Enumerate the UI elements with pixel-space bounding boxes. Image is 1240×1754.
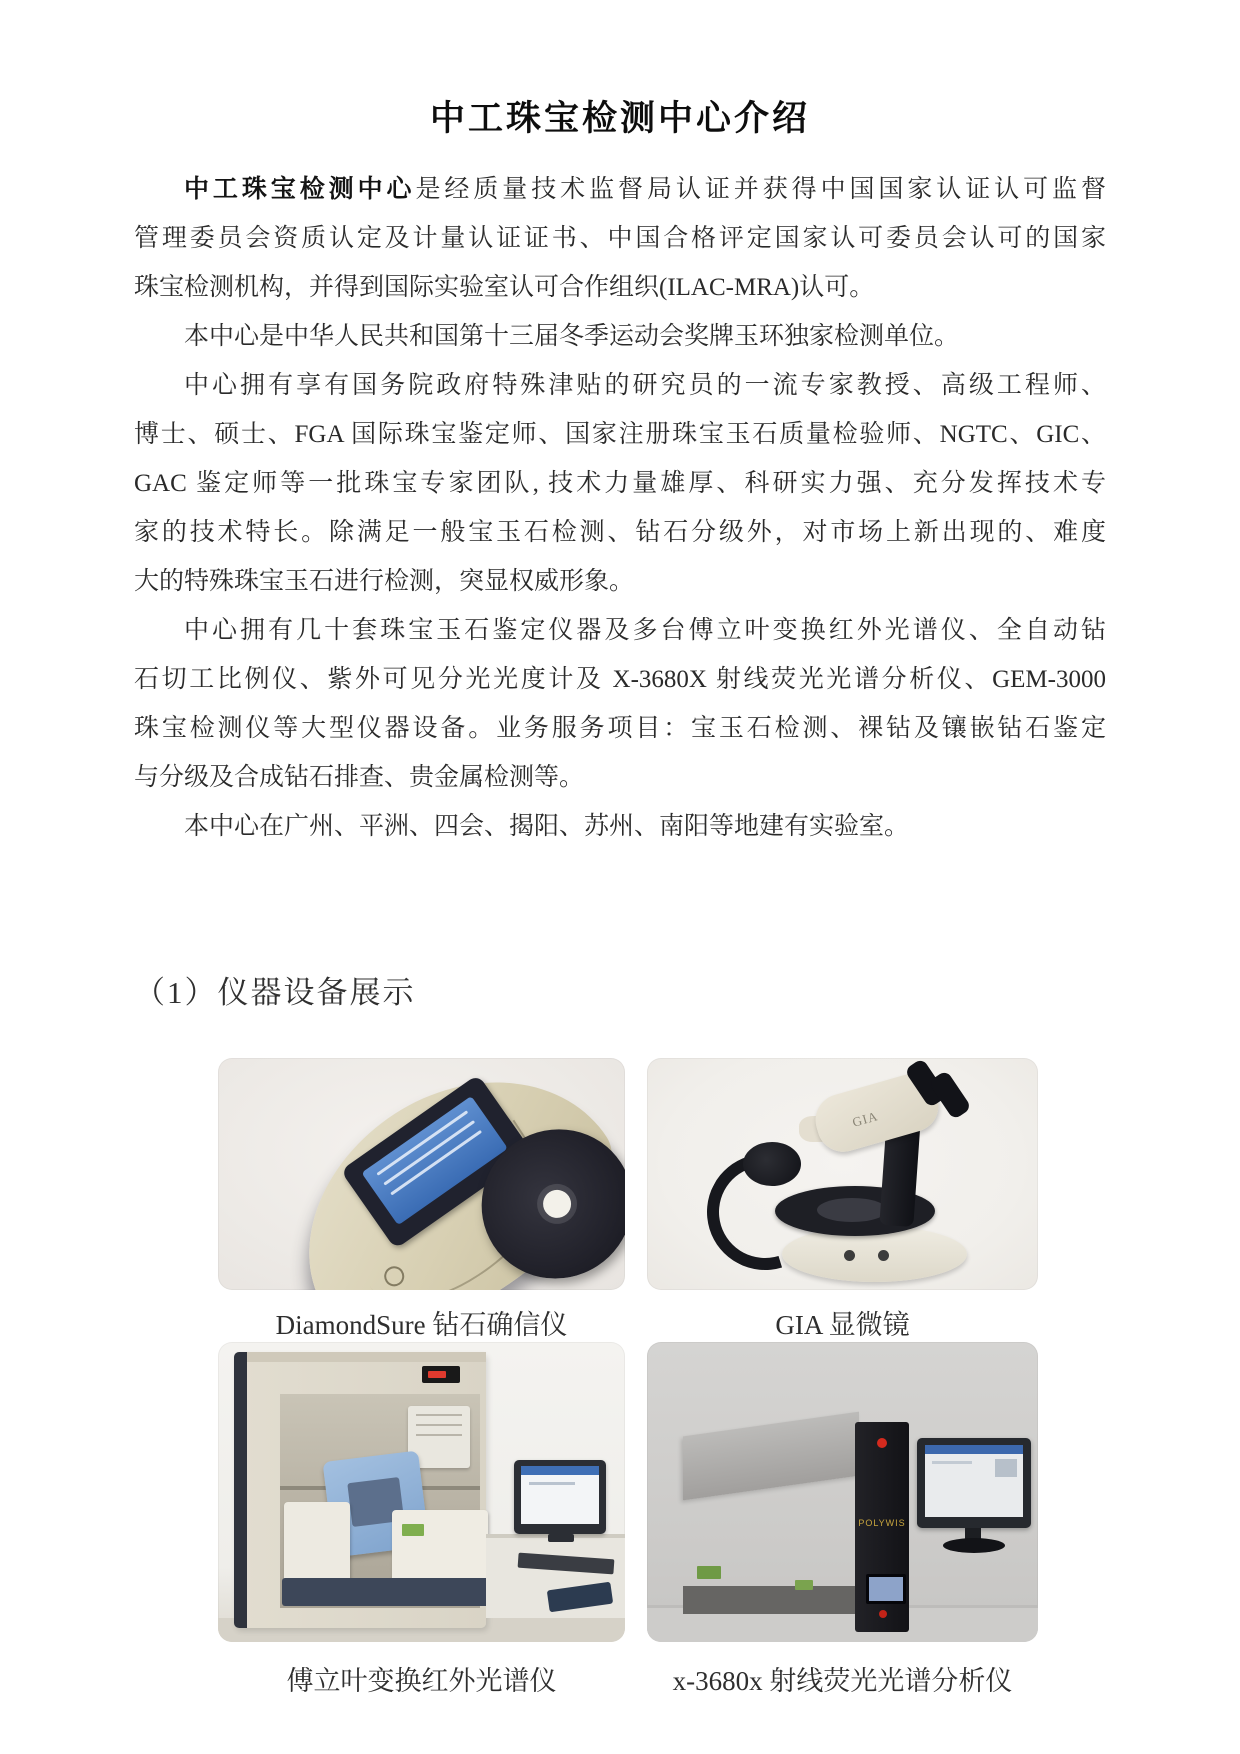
cabinet-door-edge [234, 1352, 247, 1628]
xrf-green-label [697, 1566, 721, 1579]
polywis-brand-label: POLYWIS [858, 1518, 906, 1529]
xrf-control-tower [855, 1422, 909, 1632]
body-line: 本中心在广州、平洲、四会、揭阳、苏州、南阳等地建有实验室。 [184, 813, 910, 841]
photo-xrf-analyzer [647, 1342, 1038, 1642]
body-line-text: 是经质量技术监督局认证并获得中国国家认证认可监督 [415, 176, 1106, 204]
photo-ftir-spectrometer [218, 1342, 625, 1642]
body-text [134, 165, 1106, 851]
spectrometer-base-plate [282, 1578, 494, 1606]
body-line: 大的特殊珠宝玉石进行检测，突显权威形象。 [134, 568, 635, 596]
caption-xrf: x-3680x 射线荧光光谱分析仪 [672, 1666, 1013, 1697]
xrf-red-indicator [879, 1610, 887, 1618]
computer-monitor [917, 1438, 1031, 1528]
caption-diamondsure: DiamondSure 钻石确信仪 [275, 1310, 568, 1341]
body-line: 管理委员会资质认定及计量认证证书、中国合格评定国家认可委员会认可的国家 [134, 225, 1106, 253]
instrument-cabinet [234, 1352, 486, 1628]
diamondsure-disc-aperture [538, 1185, 577, 1224]
xrf-lcd-panel [866, 1574, 906, 1604]
equipment-photo-grid [218, 1058, 1106, 1698]
bold-lead-in: 中工珠宝检测中心 [184, 176, 416, 204]
body-line: 与分级及合成钻石排查、贵金属检测等。 [134, 764, 585, 792]
spectrometer-module-left [284, 1502, 350, 1590]
xrf-machine-lower-band [683, 1586, 859, 1614]
page-title: 中工珠宝检测中心介绍 [429, 99, 810, 139]
diamondsure-device-group [218, 1058, 625, 1290]
body-line [134, 165, 1106, 214]
body-line: GAC 鉴定师等一批珠宝专家团队, 技术力量雄厚、科研实力强、充分发挥技术专 [134, 470, 1106, 498]
caption-ftir: 傅立叶变换红外光谱仪 [286, 1666, 557, 1697]
body-line: 珠宝检测机构，并得到国际实验室认可合作组织(ILAC-MRA)认可。 [134, 274, 875, 302]
body-line: 中心拥有享有国务院政府特殊津贴的研究员的一流专家教授、高级工程师、 [184, 372, 1106, 400]
monitor-stand [548, 1534, 574, 1542]
body-line: 中心拥有几十套珠宝玉石鉴定仪器及多台傅立叶变换红外光谱仪、全自动钻 [184, 617, 1106, 645]
body-line: 家的技术特长。除满足一般宝玉石检测、钻石分级外，对市场上新出现的、难度 [134, 519, 1106, 547]
gia-brand-label: GIA [850, 1108, 880, 1131]
xrf-red-indicator [877, 1438, 887, 1448]
monitor-foot [943, 1538, 1005, 1553]
body-line: 本中心是中华人民共和国第十三届冬季运动会奖牌玉环独家检测单位。 [184, 323, 960, 351]
cabinet-top [247, 1352, 486, 1362]
photo-diamondsure-instrument [218, 1058, 625, 1290]
temperature-display [422, 1366, 460, 1383]
xrf-machine-body [683, 1480, 859, 1614]
body-line: 珠宝检测仪等大型仪器设备。业务服务项目：宝玉石检测、裸钻及镶嵌钻石鉴定 [134, 715, 1106, 743]
section-heading-equipment: （1）仪器设备展示 [134, 975, 416, 1011]
body-line: 博士、硕士、FGA 国际珠宝鉴定师、国家注册珠宝玉石质量检验师、NGTC、GIC、 [134, 421, 1106, 449]
computer-monitor [514, 1460, 606, 1534]
photo-gia-microscope [647, 1058, 1038, 1290]
caption-gia-microscope: GIA 显微镜 [775, 1310, 910, 1341]
xrf-green-label [795, 1580, 813, 1590]
cabinet-opening [280, 1394, 480, 1608]
body-line: 石切工比例仪、紫外可见分光光度计及 X-3680X 射线荧光光谱分析仪、GEM-3000 [134, 666, 1106, 694]
page-content [134, 23, 1106, 1698]
